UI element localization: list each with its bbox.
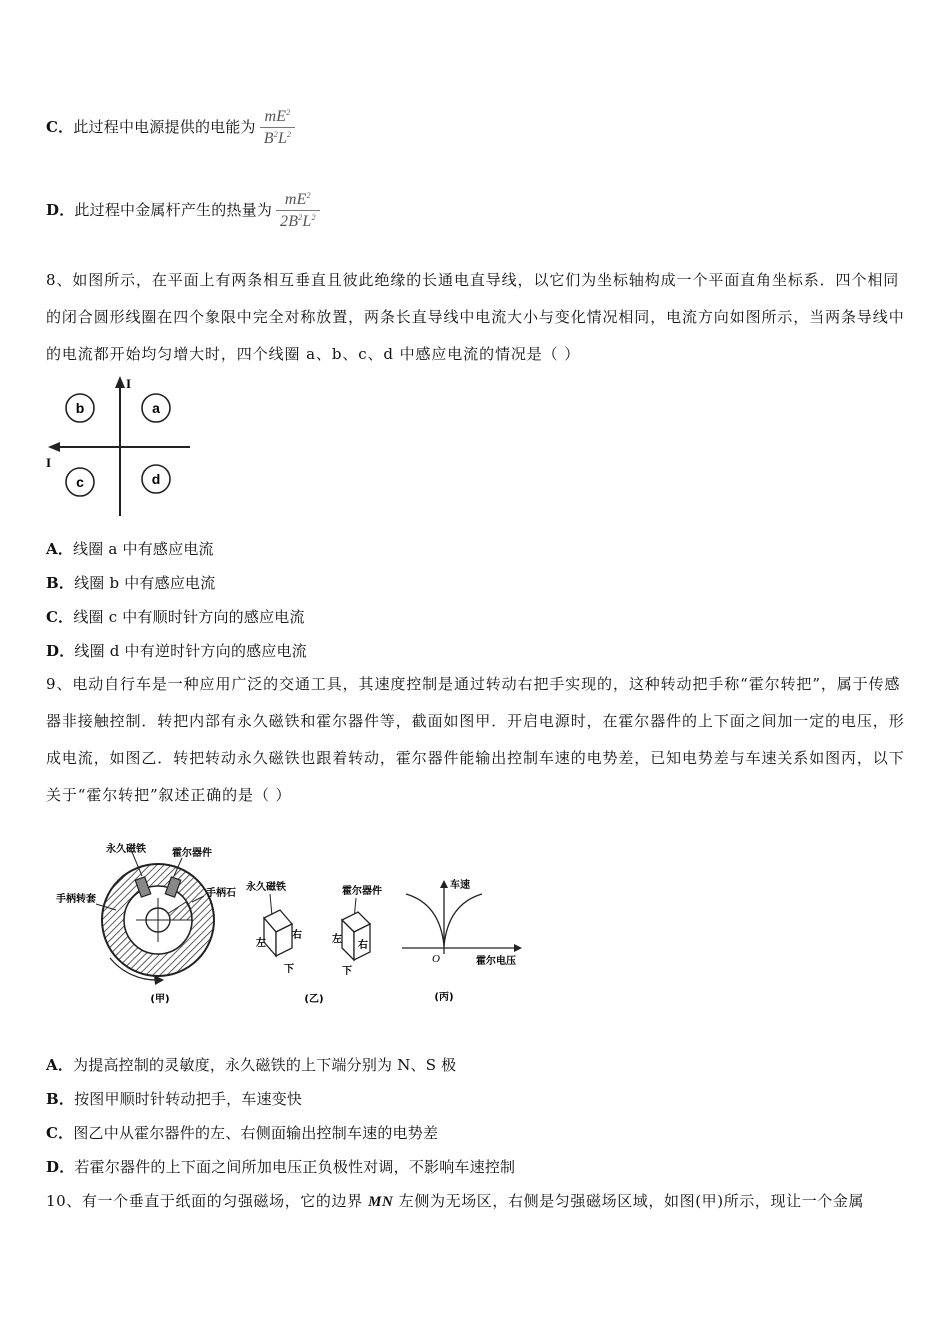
- fraction-denominator: L: [302, 213, 312, 230]
- option-text: 若霍尔器件的上下面之间所加电压正负极性对调，不影响车速控制: [74, 1158, 516, 1176]
- fraction-denominator: L: [277, 130, 288, 147]
- figure-bing: [402, 878, 522, 1003]
- right-label: 右: [358, 940, 368, 951]
- arrow-up-icon: [115, 376, 125, 388]
- option-text: 线圈 a 中有感应电流: [73, 540, 214, 558]
- exponent: 2: [286, 108, 291, 117]
- fraction-denominator: 2B: [280, 213, 299, 230]
- option-label: D: [46, 201, 60, 219]
- down-label: 下: [342, 966, 352, 977]
- figure-caption: (甲): [150, 994, 170, 1005]
- exponent: 2: [306, 191, 311, 200]
- sleeve-label: 手柄转套: [56, 894, 96, 905]
- q9-stem: 9、电动自行车是一种应用广泛的交通工具，其速度控制是通过转动右把手实现的，这种转动把手称“霍尔转把”，属于传感器非接触控制．转把内部有永久磁铁和霍尔器件等，截面如图甲．开启电源时，在霍尔器件的上下面之间加一定的电压，形成电流，如图乙．转把转动永久磁铁也跟着转动，霍尔器件能输出控制车速的电势差，已知电势差与车速关系如图丙，以下关于“霍尔转把”叙述正确的是（ ）: [46, 675, 905, 804]
- q9-option-c: C．图乙中从霍尔器件的左、右侧面输出控制车速的电势差: [46, 1124, 439, 1142]
- q7-option-d: D．此过程中金属杆产生的热量为 $\frac{mE^2}{2B^2L^2}$: [46, 191, 320, 231]
- current-label-horizontal: I: [46, 455, 52, 470]
- q10-text-end: 左侧为无场区，右侧是匀强磁场区域，如图(甲)所示，现让一个金属: [393, 1192, 865, 1210]
- coil-a-label: a: [152, 400, 160, 416]
- option-label: D: [46, 642, 60, 660]
- option-label: B: [46, 574, 59, 592]
- figure-yi: [246, 880, 382, 1005]
- exponent: 2: [273, 130, 278, 139]
- figure-jia: [56, 842, 236, 1005]
- q9-option-b: B．按图甲顺时针转动把手，车速变快: [46, 1090, 303, 1108]
- hall-label: 霍尔器件: [172, 848, 212, 859]
- option-text: 线圈 d 中有逆时针方向的感应电流: [74, 642, 307, 660]
- option-text: 按图甲顺时针转动把手，车速变快: [74, 1090, 303, 1108]
- leader-line: [270, 894, 272, 916]
- exponent: 2: [311, 213, 316, 222]
- arrow-right-icon: [514, 944, 522, 952]
- magnet-label: 永久磁铁: [106, 844, 146, 855]
- q8-option-c: C．线圈 c 中有顺时针方向的感应电流: [46, 608, 305, 626]
- current-label-vertical: I: [126, 376, 132, 391]
- option-label: C: [46, 118, 59, 136]
- q8-option-b: B．线圈 b 中有感应电流: [46, 574, 216, 592]
- option-text: 线圈 b 中有感应电流: [74, 574, 216, 592]
- option-label: B: [46, 1090, 59, 1108]
- coil-c-label: c: [76, 474, 84, 490]
- q9-option-d: D．若霍尔器件的上下面之间所加电压正负极性对调，不影响车速控制: [46, 1158, 516, 1176]
- q8-stem: 8、如图所示，在平面上有两条相互垂直且彼此绝缘的长通电直导线，以它们为坐标轴构成一个平面直角坐标系．四个相同的闭合圆形线圈在四个象限中完全对称放置，两条长直导线中电流大小与变化情况相同，电流方向如图所示，当两条导线中的电流都开始均匀增大时，四个线圈 a、b、c、d 中感应电流的情况是（ ）: [46, 271, 905, 363]
- arrow-up-icon: [440, 880, 448, 888]
- origin-label: O: [432, 953, 440, 965]
- option-label: C: [46, 608, 59, 626]
- stone-label: 手柄石: [206, 888, 236, 899]
- q9-hall-figure: [56, 838, 536, 1010]
- fraction-numerator: mE: [284, 191, 307, 208]
- fraction-numerator: mE: [264, 108, 287, 125]
- option-text: 为提高控制的灵敏度，永久磁铁的上下端分别为 N、S 极: [73, 1056, 457, 1074]
- left-label: 左: [256, 938, 266, 949]
- q7-option-c: C．此过程中电源提供的电能为 $\frac{mE^2}{B^2L^2}$: [46, 108, 295, 148]
- q8-option-a: A．线圈 a 中有感应电流: [46, 540, 214, 558]
- figure-caption: (丙): [434, 992, 454, 1003]
- q9-option-a: A．为提高控制的灵敏度，永久磁铁的上下端分别为 N、S 极: [46, 1056, 457, 1074]
- x-axis-label: 霍尔电压: [476, 956, 516, 967]
- arrow-left-icon: [48, 442, 60, 452]
- boundary-label: MN: [368, 1194, 394, 1210]
- down-label: 下: [284, 964, 294, 975]
- coil-d-label: d: [151, 471, 161, 487]
- right-label: 右: [292, 930, 302, 941]
- magnet-label: 永久磁铁: [246, 882, 286, 893]
- left-label: 左: [332, 934, 342, 945]
- option-text: 此过程中电源提供的电能为: [73, 118, 256, 136]
- exponent: 2: [287, 130, 292, 139]
- option-label: C: [46, 1124, 59, 1142]
- formula-fraction: [260, 108, 296, 148]
- exponent: 2: [298, 213, 303, 222]
- y-axis-label: 车速: [450, 880, 470, 891]
- q10-text-start: 10、有一个垂直于纸面的匀强磁场，它的边界: [46, 1192, 369, 1210]
- fraction-denominator: B: [263, 130, 274, 147]
- option-text: 此过程中金属杆产生的热量为: [74, 201, 273, 219]
- speed-curve-left: [406, 894, 444, 946]
- q8-coils-figure: [44, 374, 194, 520]
- option-label: A: [46, 1056, 58, 1074]
- option-text: 图乙中从霍尔器件的左、右侧面输出控制车速的电势差: [73, 1124, 439, 1142]
- hall-label: 霍尔器件: [342, 886, 382, 897]
- coil-b-label: b: [75, 400, 85, 416]
- option-label: D: [46, 1158, 60, 1176]
- formula-fraction: [276, 191, 320, 231]
- q8-option-d: D．线圈 d 中有逆时针方向的感应电流: [46, 642, 307, 660]
- option-text: 线圈 c 中有顺时针方向的感应电流: [73, 608, 305, 626]
- figure-caption: (乙): [304, 994, 324, 1005]
- speed-curve-right: [444, 894, 482, 946]
- option-label: A: [46, 540, 58, 558]
- q10-stem: [46, 1190, 864, 1211]
